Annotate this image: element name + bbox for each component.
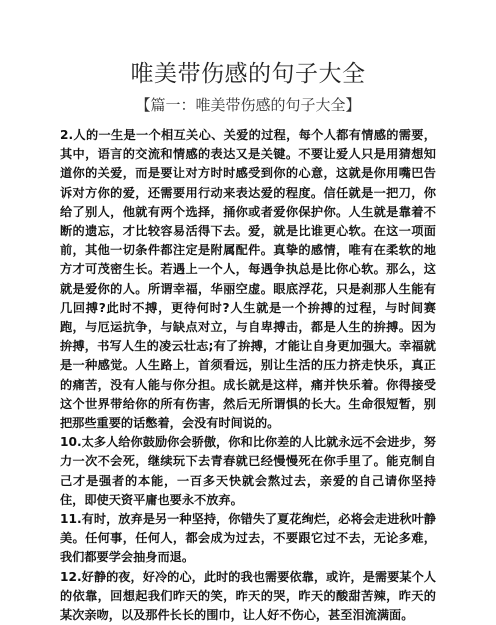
paragraph: 12.好静的夜，好冷的心，此时的我也需要依靠，或许，是需要某个人的依靠，回想起我们昨天的笑，昨天的哭，昨天的酸甜苦辣，昨天的某次亲吻，以及那件长长的围巾，让人好不伤心，甚至泪流满面。 bbox=[60, 569, 436, 623]
paragraph: 10.太多人给你鼓励你会骄傲，你和比你差的人比就永远不会进步，努力一次不会死，继续玩下去青春就已经慢慢死在你手里了。能克制自己才是强者的本能，一百多天快就会熬过去，亲爱的自己请你坚持住，即使天资平庸也要永不放弃。 bbox=[60, 435, 436, 507]
article-body bbox=[60, 126, 436, 625]
paragraph: 11.有时，放弃是另一种坚持，你错失了夏花绚烂，必将会走进秋叶静美。任何事，任何人，都会成为过去，不要跟它过不去，无论多难，我们都要学会抽身而退。 bbox=[60, 512, 436, 565]
paragraph: 2.人的一生是一个相互关心、关爱的过程，每个人都有情感的需要，其中，语言的交流和情感的表达又是关键。不要让爱人只是用猜想知道你的关爱，而是要让对方时时感受到你的心意，这就是你用嘴巴告诉对方你的爱，还需要用行动来表达爱的程度。信任就是一把刀，你给了别人，他就有两个选择，捅你或者爱你保护你。人生就是靠着不断的遗忘，才比较容易活得下去。爱，就是比谁更心软。在这一项面前，其他一切条件都注定是附属配件。真挚的感情，唯有在柔软的地方才可茂密生长。若遇上一个人，每遇争执总是比你心软。那么，这就是爱你的人。所谓幸福，华丽空虚。眼底浮花，只是刹那人生能有几回搏?此时不搏，更待何时?人生就是一个拚搏的过程，与时间赛跑，与厄运抗争，与缺点对立，与自卑搏击，都是人生的拚搏。因为拚搏，书写人生的凌云壮志;有了拚搏，才能让自身更加强大。幸福就是一种感觉。人生路上，首须看远，别让生活的压力挤走快乐，真正的痛苦，没有人能与你分担。成长就是这样，痛并快乐着。你得接受这个世界带给你的所有伤害，然后无所谓惧的长大。生命很短暂，别把那些重要的话憋着，会没有时间说的。 bbox=[60, 128, 436, 431]
page-title: 唯美带伤感的句子大全 bbox=[130, 61, 366, 87]
section-header: 【篇一：唯美带伤感的句子大全】 bbox=[135, 96, 361, 114]
